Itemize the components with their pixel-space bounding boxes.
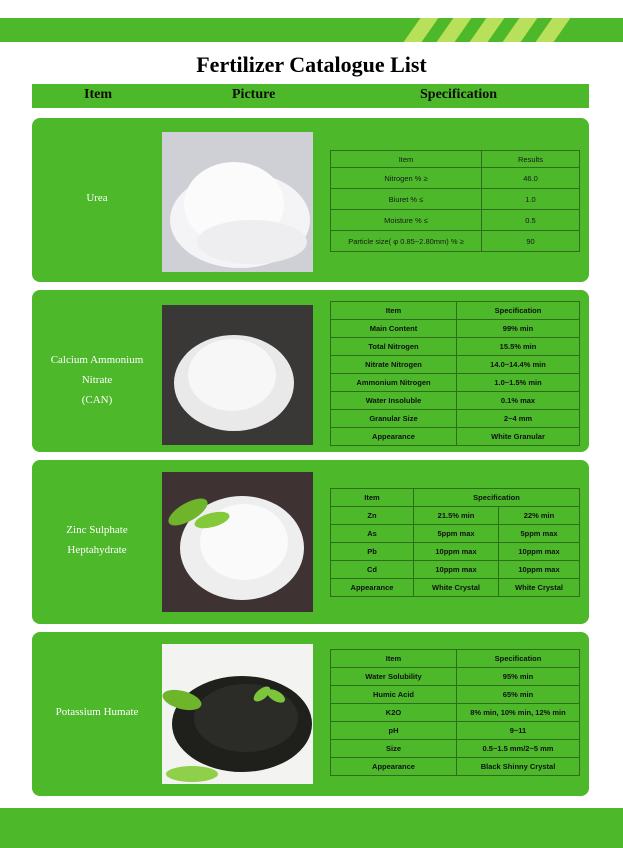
table-header-cell: Item <box>331 302 457 320</box>
table-row <box>331 704 580 722</box>
bottom-banner <box>0 808 623 848</box>
product-name <box>32 350 162 410</box>
table-cell: 10ppm max <box>414 543 499 561</box>
table-cell: 15.5% min <box>457 338 580 356</box>
table-cell: 8% min, 10% min, 12% min <box>457 704 580 722</box>
table-cell: 99% min <box>457 320 580 338</box>
table-row <box>331 428 580 446</box>
product-name <box>32 520 162 560</box>
potassium-humate-spec-table <box>330 649 580 776</box>
white-granules-image <box>162 132 313 272</box>
table-cell: 10ppm max <box>499 561 580 579</box>
header-picture: Picture <box>232 87 276 102</box>
table-cell: 2~4 mm <box>457 410 580 428</box>
table-cell: 21.5% min <box>414 507 499 525</box>
table-row <box>331 758 580 776</box>
table-cell: 90 <box>482 231 580 252</box>
product-name-line: (CAN) <box>81 394 113 406</box>
can-spec-table <box>330 301 580 446</box>
table-row <box>331 686 580 704</box>
table-cell: White Granular <box>457 428 580 446</box>
table-cell: White Crystal <box>414 579 499 597</box>
table-cell: Biuret % ≤ <box>331 189 482 210</box>
product-card-can <box>32 290 589 452</box>
table-row <box>331 338 580 356</box>
black-flakes-with-seedling-image <box>162 644 313 784</box>
table-row <box>331 168 580 189</box>
table-cell: 1.0~1.5% min <box>457 374 580 392</box>
table-cell: 14.0~14.4% min <box>457 356 580 374</box>
table-cell: Main Content <box>331 320 457 338</box>
table-cell: Water Insoluble <box>331 392 457 410</box>
table-cell: pH <box>331 722 457 740</box>
urea-photo <box>162 132 313 272</box>
product-name-line: Urea <box>86 192 108 204</box>
zinc-sulphate-photo <box>162 472 313 612</box>
table-row <box>331 740 580 758</box>
table-cell: Total Nitrogen <box>331 338 457 356</box>
table-header-cell: Item <box>331 650 457 668</box>
table-cell: 10ppm max <box>499 543 580 561</box>
table-header-row <box>331 302 580 320</box>
table-row <box>331 543 580 561</box>
table-cell: 0.5 <box>482 210 580 231</box>
white-prills-image <box>162 305 313 445</box>
table-cell: Moisture % ≤ <box>331 210 482 231</box>
page-title: Fertilizer Catalogue List <box>196 52 427 77</box>
can-photo <box>162 305 313 445</box>
product-name-line: Calcium Ammonium <box>50 354 144 366</box>
table-header-cell: Specification <box>414 489 580 507</box>
table-cell: Zn <box>331 507 414 525</box>
table-header-cell: Specification <box>457 302 580 320</box>
table-cell: K2O <box>331 704 457 722</box>
table-cell: 5ppm max <box>499 525 580 543</box>
product-card-urea <box>32 118 589 282</box>
table-header-cell: Specification <box>457 650 580 668</box>
table-row <box>331 507 580 525</box>
table-cell: 5ppm max <box>414 525 499 543</box>
table-cell: Appearance <box>331 579 414 597</box>
table-cell: Water Solubility <box>331 668 457 686</box>
table-cell: Nitrogen % ≥ <box>331 168 482 189</box>
header-specification: Specification <box>420 87 497 102</box>
product-name-line: Heptahydrate <box>67 544 127 556</box>
table-row <box>331 189 580 210</box>
table-header-row <box>331 151 580 168</box>
table-cell: Nitrate Nitrogen <box>331 356 457 374</box>
column-header-bar <box>32 84 589 108</box>
product-card-potassium-humate <box>32 632 589 796</box>
table-row <box>331 525 580 543</box>
table-row <box>331 561 580 579</box>
table-row <box>331 356 580 374</box>
table-row <box>331 374 580 392</box>
table-header-cell: Item <box>331 151 482 168</box>
table-row <box>331 320 580 338</box>
table-cell: Ammonium Nitrogen <box>331 374 457 392</box>
table-cell: Humic Acid <box>331 686 457 704</box>
table-cell: 46.0 <box>482 168 580 189</box>
table-row <box>331 231 580 252</box>
table-cell: Black Shinny Crystal <box>457 758 580 776</box>
table-cell: 1.0 <box>482 189 580 210</box>
table-header-row <box>331 650 580 668</box>
table-header-cell: Item <box>331 489 414 507</box>
table-cell: 10ppm max <box>414 561 499 579</box>
table-cell: Granular Size <box>331 410 457 428</box>
table-row <box>331 210 580 231</box>
table-cell: Appearance <box>331 758 457 776</box>
table-cell: White Crystal <box>499 579 580 597</box>
table-row <box>331 579 580 597</box>
table-row <box>331 410 580 428</box>
table-cell: As <box>331 525 414 543</box>
table-cell: Cd <box>331 561 414 579</box>
table-row <box>331 392 580 410</box>
table-header-row <box>331 489 580 507</box>
table-cell: 9~11 <box>457 722 580 740</box>
table-cell: Appearance <box>331 428 457 446</box>
product-name <box>32 702 162 722</box>
table-cell: 0.1% max <box>457 392 580 410</box>
table-cell: Particle size( φ 0.85~2.80mm) % ≥ <box>331 231 482 252</box>
table-row <box>331 668 580 686</box>
product-name-line: Potassium Humate <box>55 706 139 718</box>
zinc-sulphate-spec-table <box>330 488 580 597</box>
table-header-cell: Results <box>482 151 580 168</box>
table-cell: Size <box>331 740 457 758</box>
white-crystal-with-leaf-image <box>162 472 313 612</box>
product-name-line: Nitrate <box>81 374 113 386</box>
table-cell: 22% min <box>499 507 580 525</box>
urea-spec-table <box>330 150 580 252</box>
product-card-zinc-sulphate <box>32 460 589 624</box>
table-cell: 65% min <box>457 686 580 704</box>
product-name <box>32 188 162 208</box>
potassium-humate-photo <box>162 644 313 784</box>
table-cell: Pb <box>331 543 414 561</box>
product-name-line: Zinc Sulphate <box>66 524 128 536</box>
table-cell: 95% min <box>457 668 580 686</box>
table-row <box>331 722 580 740</box>
header-item: Item <box>84 87 112 102</box>
table-cell: 0.5~1.5 mm/2~5 mm <box>457 740 580 758</box>
